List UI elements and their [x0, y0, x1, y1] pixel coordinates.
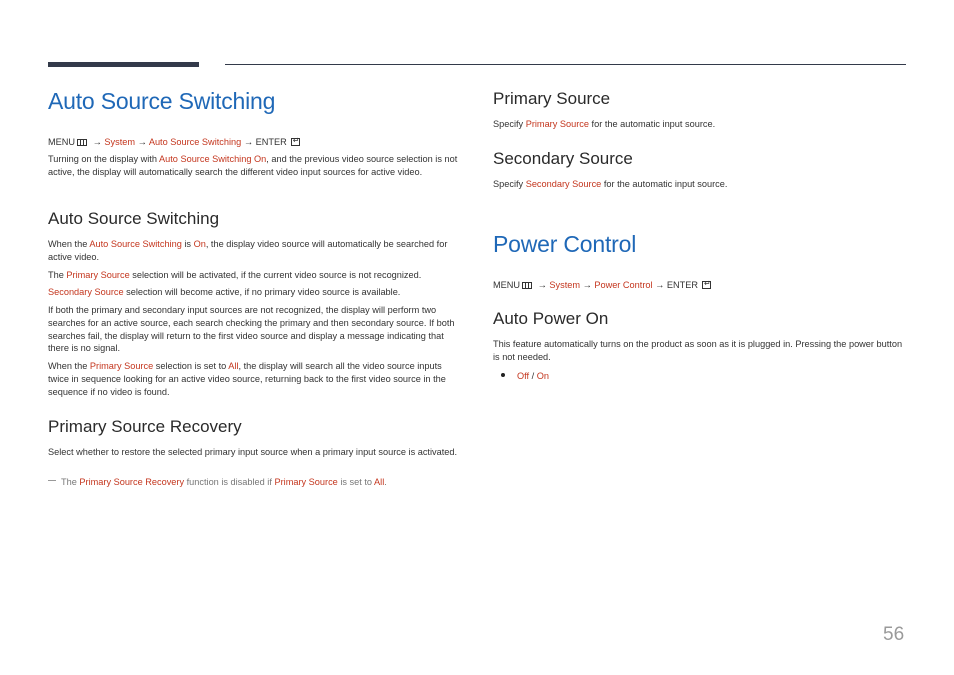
paragraph: [48, 286, 462, 299]
paragraph: [48, 238, 462, 264]
text: , the display will search all the video source inputs twice in sequence looking for an active video source, returning back to the first video source in the sequence if no video is found.: [48, 361, 446, 397]
text: selection will be activated, if the current video source is not recognized.: [129, 270, 422, 280]
text: for the automatic input source.: [601, 179, 728, 189]
text: , and the previous video source selection is not active, the display will automatically search the different video input sources for active video.: [48, 154, 458, 177]
text: The: [48, 270, 67, 280]
paragraph: [493, 118, 906, 131]
note: [48, 476, 387, 488]
page-title: Auto Source Switching: [48, 88, 276, 114]
arrow-icon: →: [92, 137, 102, 147]
text: .: [384, 477, 387, 487]
text: is set to: [337, 477, 375, 487]
highlight: All: [374, 477, 385, 487]
menu-system: System: [549, 280, 581, 290]
menu-label: MENU: [48, 137, 76, 147]
text: When the: [48, 239, 90, 249]
menu-icon: [522, 282, 532, 289]
menu-icon: [77, 139, 87, 146]
arrow-icon: →: [655, 280, 665, 290]
menu-item: Power Control: [594, 280, 653, 290]
highlight: Secondary Source: [525, 179, 602, 189]
text: selection will become active, if no primary video source is available.: [123, 287, 401, 297]
option-list-item: [501, 370, 549, 382]
highlight: Primary Source Recovery: [79, 477, 185, 487]
arrow-icon: →: [137, 137, 147, 147]
text: When the: [48, 361, 90, 371]
text: for the automatic input source.: [589, 119, 716, 129]
arrow-icon: →: [582, 280, 592, 290]
page-number: 56: [883, 624, 905, 645]
highlight: Primary Source: [525, 119, 589, 129]
option-on: On: [536, 371, 550, 381]
highlight: Secondary Source: [48, 287, 124, 297]
separator: /: [529, 371, 537, 381]
highlight: Auto Source Switching On: [159, 154, 267, 164]
paragraph: Select whether to restore the selected primary input source when a primary input source is activated.: [48, 447, 458, 457]
paragraph: [493, 178, 906, 191]
section-heading-secondary-source: Secondary Source: [493, 149, 633, 168]
menu-label: MENU: [493, 280, 521, 290]
highlight: Auto Source Switching: [89, 239, 182, 249]
text: Specify: [493, 119, 526, 129]
text: The: [61, 477, 80, 487]
arrow-icon: →: [537, 280, 547, 290]
text: is: [181, 239, 194, 249]
paragraph: [48, 269, 462, 282]
section-heading-auto-power-on: Auto Power On: [493, 309, 609, 328]
menu-path: [493, 279, 711, 291]
highlight: Primary Source: [89, 361, 154, 371]
section-heading-primary-source-recovery: Primary Source Recovery: [48, 417, 242, 436]
text: Specify: [493, 179, 526, 189]
highlight: On: [193, 239, 206, 249]
highlight: Primary Source: [66, 270, 130, 280]
enter-icon: [702, 281, 711, 289]
note-dash-icon: [48, 480, 56, 481]
highlight: All: [228, 361, 239, 371]
text: function is disabled if: [184, 477, 275, 487]
arrow-icon: →: [243, 137, 253, 147]
section-heading-auto-source-switching: Auto Source Switching: [48, 209, 220, 228]
paragraph: If both the primary and secondary input sources are not recognized, the display will perform two searches for an active source, each search checking the primary and then secondary source. If both searches fail, the display will return to the first video source and display a message indicating that there is no signal.: [48, 305, 455, 354]
header-rule-thick: [48, 62, 199, 67]
enter-label: ENTER: [666, 280, 698, 290]
intro-paragraph: [48, 153, 462, 179]
enter-icon: [291, 138, 300, 146]
text: Turning on the display with: [48, 154, 159, 164]
section-heading-primary-source: Primary Source: [493, 89, 611, 108]
menu-path: [48, 136, 300, 148]
enter-label: ENTER: [255, 137, 287, 147]
paragraph: This feature automatically turns on the product as soon as it is plugged in. Pressing the power button is not needed.: [493, 339, 903, 362]
paragraph: [48, 360, 462, 398]
section-title-power-control: Power Control: [493, 231, 637, 257]
option-off: Off: [517, 371, 530, 381]
text: selection is set to: [153, 361, 229, 371]
menu-item: Auto Source Switching: [148, 137, 242, 147]
menu-system: System: [104, 137, 136, 147]
highlight: Primary Source: [274, 477, 338, 487]
text: , the display video source will automatically be searched for active video.: [48, 239, 448, 262]
header-rule-thin: [225, 64, 906, 65]
bullet-icon: [501, 373, 505, 377]
